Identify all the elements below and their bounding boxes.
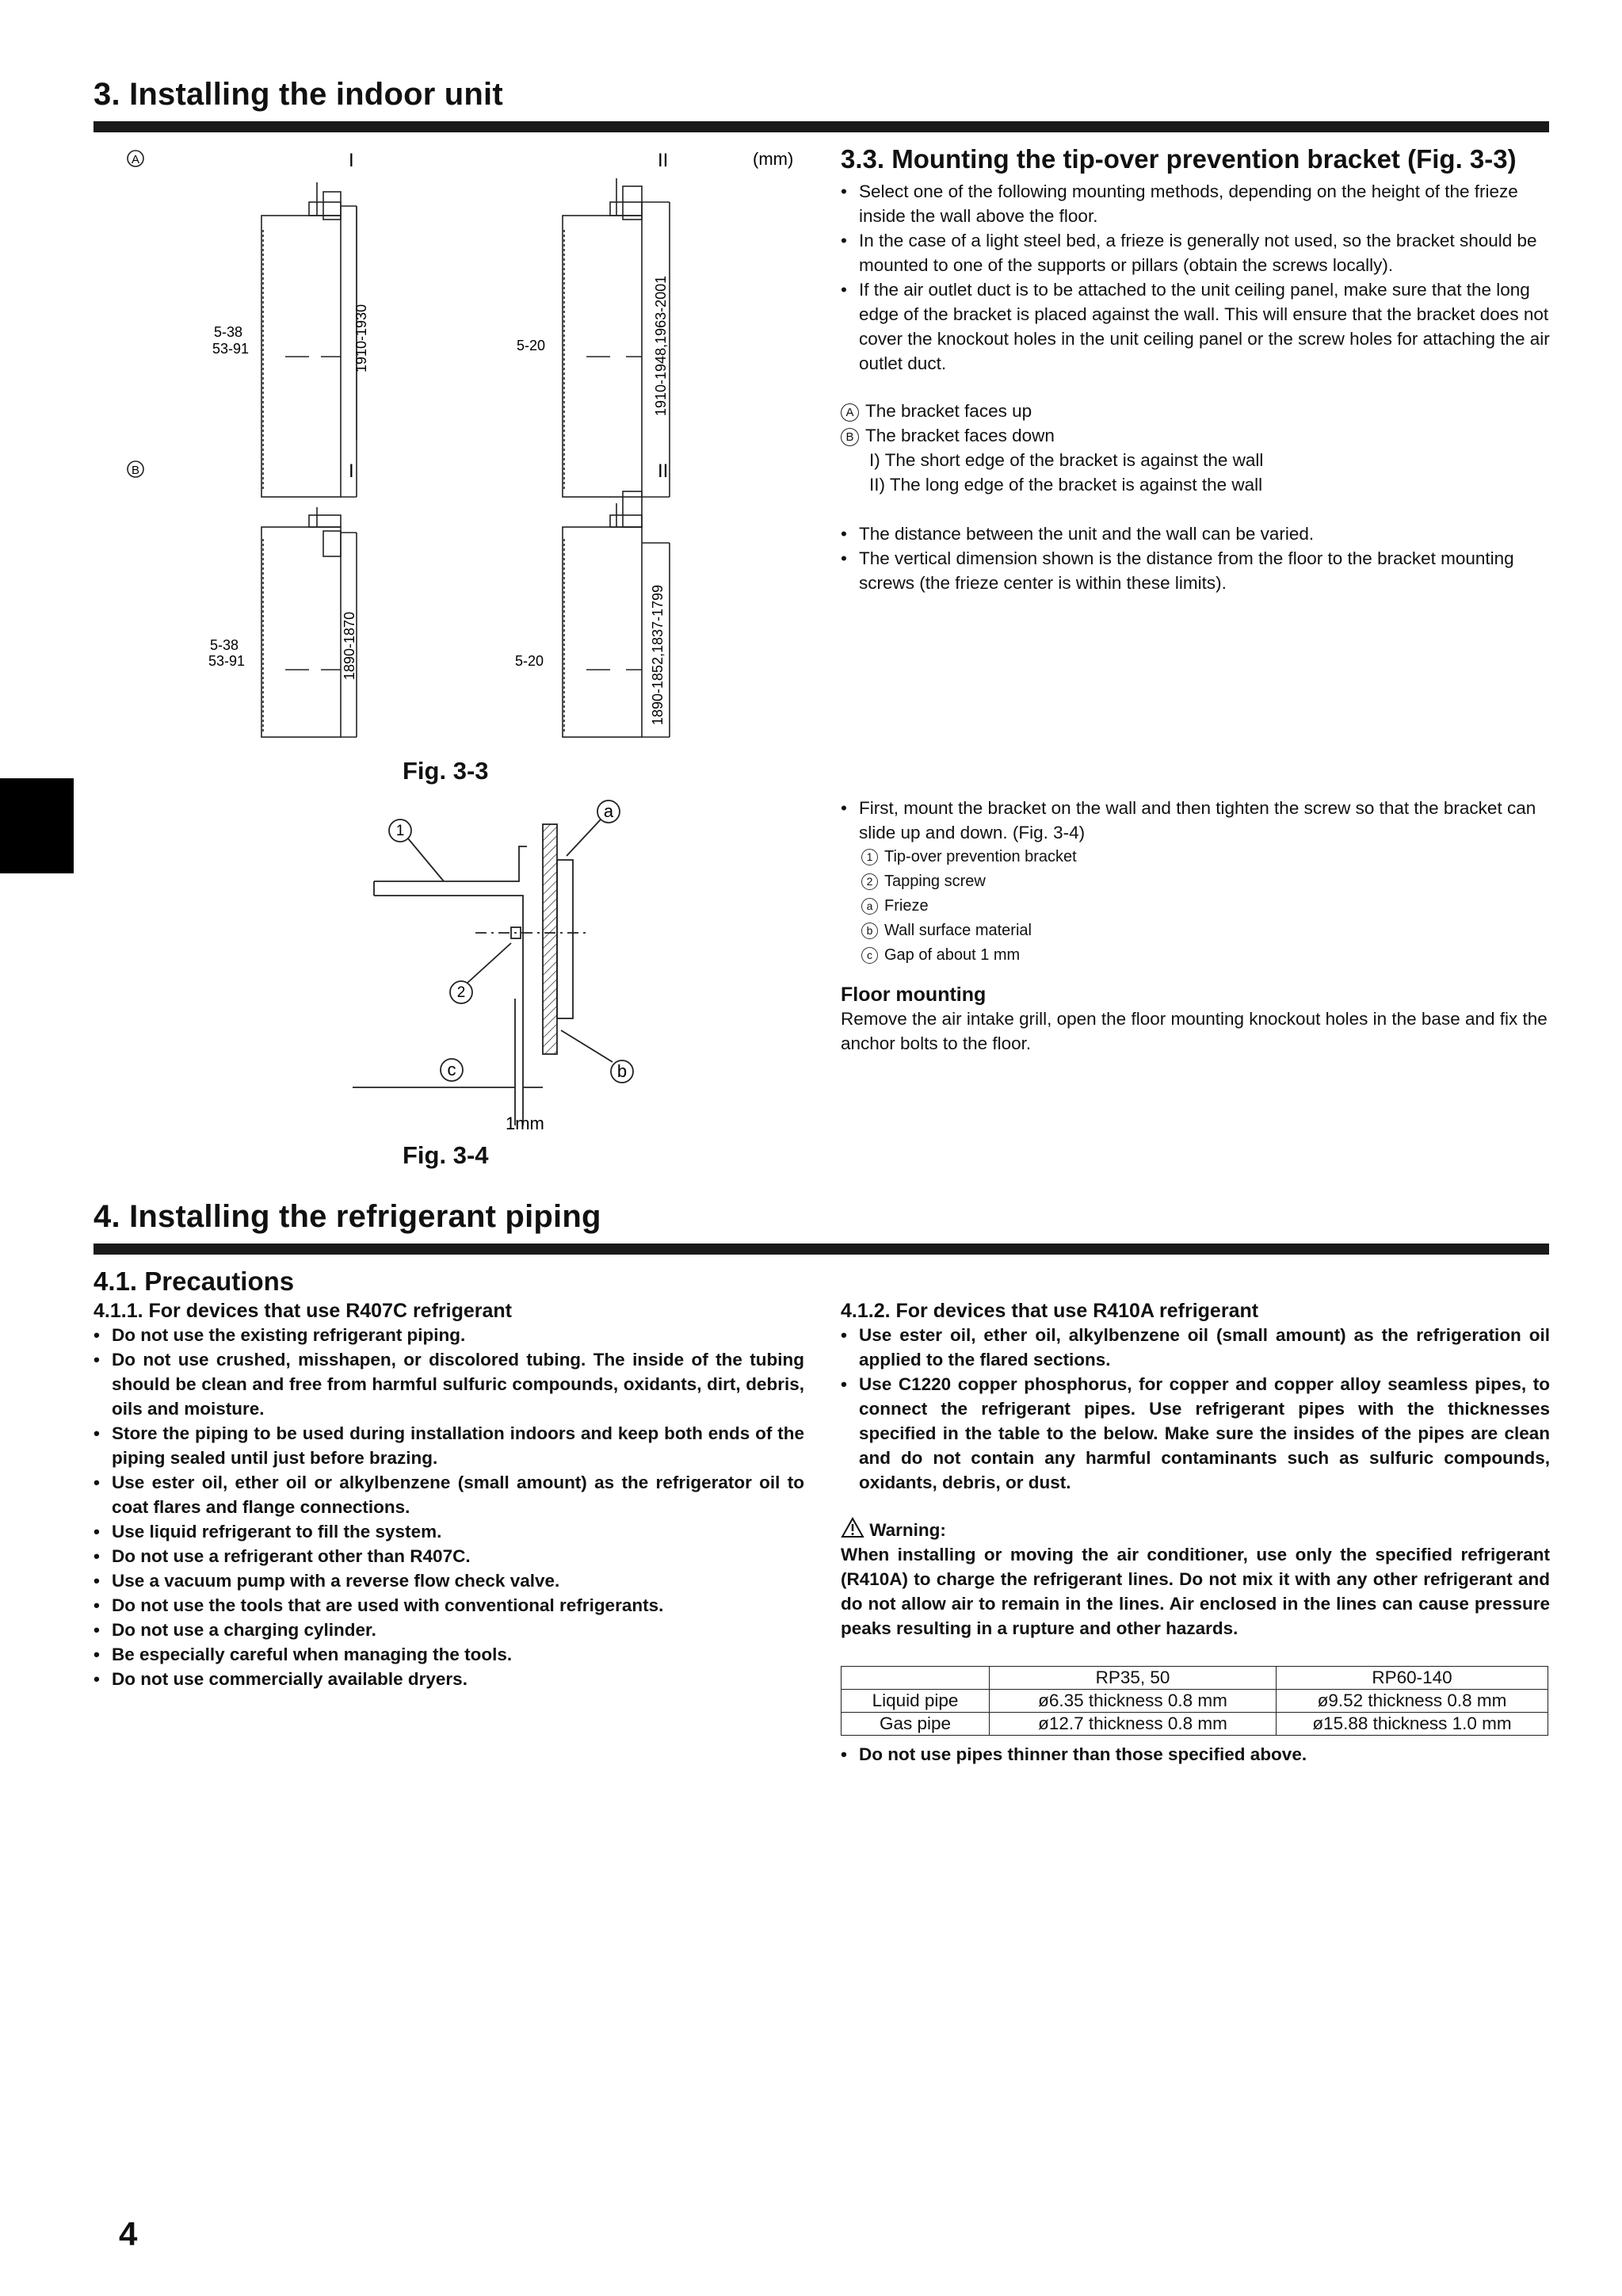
warning-text: When installing or moving the air conditioner, use only the specified refrigerant (R410A) to charge the refrigerant lines. Do not mix it with any other refrigerant and do not allow air to remain in the lines. Air enclosed in the lines can cause pressure peaks resulting in a rupture and other hazards. [841,1545,1550,1638]
dim-a1-left-top: 5-38 [214,324,243,340]
side-tab-marker [0,778,74,873]
table-header-cell [842,1667,990,1690]
fig33-label-a1: I [349,150,354,171]
floor-mounting-heading: Floor mounting [841,984,987,1006]
dim-b1-left-bottom: 53-91 [208,653,246,669]
fig-3-4-diagram [349,793,658,1141]
fig-3-4-caption: Fig. 3-4 [403,1141,489,1169]
legend-text: The bracket faces down [865,426,1055,445]
legend-item [841,423,1550,448]
table-cell: ø9.52 thickness 0.8 mm [1277,1690,1548,1713]
section-4-1-1 [94,1300,804,1691]
legend-sub-item: II) The long edge of the bracket is against the wall [869,475,1263,495]
callout-c: c [447,1060,456,1079]
section-3-3-heading: 3.3. Mounting the tip-over prevention bracket (Fig. 3-3) [841,144,1517,174]
table-note [841,1742,1550,1767]
legend-item [861,919,1550,943]
list-item: • If the air outlet duct is to be attached to the unit ceiling panel, make sure that the long edge of the bracket is placed against the wall. This will ensure that the bracket does not cover the knockout holes in the unit ceiling panel or the screw holes for attaching the air outlet duct. [841,277,1550,376]
legend-item [861,869,1550,894]
dim-a2-height: 1910-1948,1963-2001 [653,275,669,416]
list-item: • Use ester oil, ether oil, alkylbenzene oil (small amount) as the refrigeration oil applied to the flared sections. [841,1323,1550,1372]
legend-item [861,943,1550,968]
callout-2: 2 [456,984,466,1001]
legend-text: Frieze [884,897,929,915]
section-4-1-2 [841,1300,1550,1767]
callout-b: b [616,1061,628,1081]
fig33-legend [841,399,1550,497]
callout-a: a [603,801,614,821]
section-4-1-2-bullets [841,1323,1550,1495]
fig-3-3-caption: Fig. 3-3 [403,757,489,785]
fig34-legend [841,845,1550,968]
legend-mark: a [861,898,878,915]
list-item: • In the case of a light steel bed, a frieze is generally not used, so the bracket should be mounted to one of the supports or pillars (obtain the screws locally). [841,228,1550,277]
section-4-1-2-heading: 4.1.2. For devices that use R410A refrigerant [841,1300,1259,1322]
legend-sub-item: I) The short edge of the bracket is against the wall [869,450,1264,470]
table-header-cell: RP35, 50 [990,1667,1277,1690]
list-item: • Select one of the following mounting methods, depending on the height of the frieze inside the wall above the floor. [841,179,1550,228]
table-cell: Liquid pipe [842,1690,990,1713]
legend-mark: 2 [861,873,878,890]
legend-mark: 1 [861,849,878,865]
section-3-3-bullets-2 [841,521,1550,595]
legend-mark: B [841,428,859,446]
list-item: • Do not use the existing refrigerant piping. [94,1323,804,1347]
row-b-marker: B [131,464,140,477]
list-item: • Use a vacuum pump with a reverse flow check valve. [94,1568,804,1593]
page-number: 4 [119,2215,138,2252]
dim-b2-height: 1890-1852,1837-1799 [650,584,666,725]
legend-item [861,894,1550,919]
table-header-row [842,1667,1548,1690]
legend-text: Gap of about 1 mm [884,946,1021,964]
table-cell: ø15.88 thickness 1.0 mm [1277,1713,1548,1736]
list-item: • Store the piping to be used during installation indoors and keep both ends of the piping sealed until just before brazing. [94,1421,804,1470]
list-item: • Do not use pipes thinner than those specified above. [841,1742,1550,1767]
fig-3-3-diagram [119,143,808,777]
unit-a1-drawing [261,182,357,497]
table-cell: Gas pipe [842,1713,990,1736]
warning-label-row [841,1517,1550,1542]
fig33-label-b2: II [658,460,669,482]
dim-a2-left: 5-20 [517,338,546,353]
table-cell: ø6.35 thickness 0.8 mm [990,1690,1277,1713]
section-3-title: 3. Installing the indoor unit [94,77,503,112]
legend-mark: A [841,403,859,422]
section-3-rule [94,121,1549,132]
warning-icon [841,1517,864,1538]
dim-a1-left-bottom: 53-91 [212,341,250,357]
warning-label: Warning: [869,1520,946,1540]
legend-text: Tapping screw [884,873,986,890]
section-3-4-text [841,796,1550,1056]
table-cell: ø12.7 thickness 0.8 mm [990,1713,1277,1736]
floor-mounting-text: Remove the air intake grill, open the floor mounting knockout holes in the base and fix the anchor bolts to the floor. [841,1009,1548,1053]
dim-b2-left: 5-20 [515,653,544,669]
section-4-title: 4. Installing the refrigerant piping [94,1199,601,1234]
legend-mark: b [861,923,878,939]
fig33-unit: (mm) [753,149,794,169]
list-item: • Use C1220 copper phosphorus, for copper and copper alloy seamless pipes, to connect the refrigerant pipes. Use refrigerant pipes with the thicknesses specified in the table to the below. Make sure the insides of the pipes are clean and do not contain any harmful contaminants such as sulfuric compounds, oxidants, debris, or dust. [841,1372,1550,1495]
list-item: • First, mount the bracket on the wall and then tighten the screw so that the bracket can slide up and down. (Fig. 3-4) [841,796,1550,845]
list-item: • Do not use a refrigerant other than R407C. [94,1544,804,1568]
legend-item [861,845,1550,869]
legend-item [841,399,1550,423]
list-item: • The distance between the unit and the wall can be varied. [841,521,1550,546]
legend-text: Tip-over prevention bracket [884,848,1077,865]
section-4-rule [94,1244,1549,1255]
fig33-label-a2: II [658,150,669,171]
list-item: • Use ester oil, ether oil or alkylbenzene (small amount) as the refrigerator oil to coat flares and flange connections. [94,1470,804,1519]
row-a-marker: A [131,153,140,166]
fig34-bullets [841,796,1550,845]
table-header-cell: RP60-140 [1277,1667,1548,1690]
legend-text: The bracket faces up [865,401,1032,421]
pipe-spec-table [841,1666,1548,1736]
section-3-3 [841,144,1550,595]
dim-b1-left-top: 5-38 [210,637,239,653]
dim-b1-height: 1890-1870 [342,611,357,680]
section-4-1-1-heading: 4.1.1. For devices that use R407C refrigerant [94,1300,512,1322]
dim-a1-height: 1910-1930 [353,304,369,372]
table-row [842,1690,1548,1713]
table-row [842,1713,1548,1736]
fig33-label-b1: I [349,460,354,482]
section-3-3-bullets [841,179,1550,376]
list-item: • Do not use a charging cylinder. [94,1618,804,1642]
legend-text: Wall surface material [884,922,1032,939]
section-4-1-1-bullets [94,1323,804,1691]
list-item: • Use liquid refrigerant to fill the system. [94,1519,804,1544]
gap-label: 1mm [506,1114,544,1133]
legend-mark: c [861,947,878,964]
list-item: • Do not use the tools that are used with conventional refrigerants. [94,1593,804,1618]
list-item: • Be especially careful when managing the tools. [94,1642,804,1667]
section-4-1-heading: 4.1. Precautions [94,1266,295,1296]
list-item: • The vertical dimension shown is the distance from the floor to the bracket mounting screws (the frieze center is within these limits). [841,546,1550,595]
callout-1: 1 [395,823,405,839]
list-item: • Do not use crushed, misshapen, or discolored tubing. The inside of the tubing should be clean and free from harmful sulfuric compounds, oxidants, dirt, debris, oils and moisture. [94,1347,804,1421]
list-item: • Do not use commercially available dryers. [94,1667,804,1691]
